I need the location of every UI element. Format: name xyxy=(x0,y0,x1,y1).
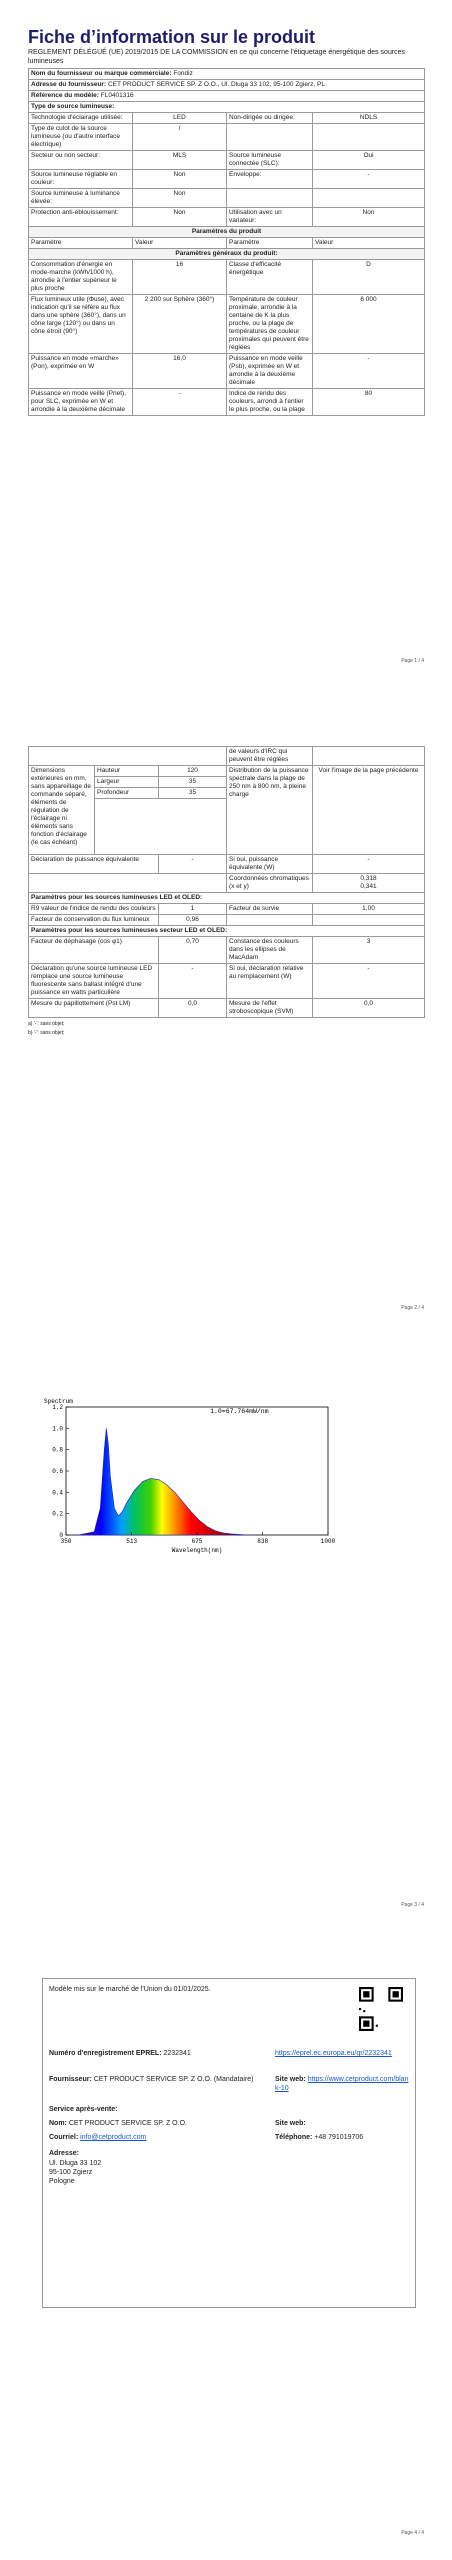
equivalent-power-value: - xyxy=(159,855,227,874)
table-cell: 0,96 xyxy=(159,915,227,926)
table-cell: 16 xyxy=(133,260,227,295)
model-reference-label: Référence du modèle: xyxy=(31,92,99,99)
dim-value: 35 xyxy=(159,788,227,799)
y-tick-label: 0.2 xyxy=(52,1510,63,1518)
footnote: a) '-': sans objet; xyxy=(28,1021,65,1027)
page-1 xyxy=(28,26,424,416)
table-cell: Technologie d'éclairage utilisée: xyxy=(29,113,133,124)
y-tick-label: 1.0 xyxy=(52,1425,63,1433)
supplier-value: CET PRODUCT SERVICE SP. Z O.O. (Mandataire) xyxy=(93,2076,254,2083)
dim-value: 35 xyxy=(159,777,227,788)
table-cell: Mesure de l'effet stroboscopique (SVM) xyxy=(227,999,313,1018)
equivalent-power-row xyxy=(29,855,425,874)
table-cell: Classe d'efficacité énergétique xyxy=(227,260,313,295)
page-title: Fiche d’information sur le produit xyxy=(28,27,316,47)
table-cell: Température de couleur proximale, arrondie à la centaine de K la plus proche, ou la plage de températures de couleur proximales qui peuvent être réglées xyxy=(227,295,313,354)
table-cell xyxy=(227,124,313,151)
general-params-title: Paramètres généraux du produit: xyxy=(29,249,425,260)
name-label: Nom: xyxy=(49,2120,67,2127)
y-tick-label: 0.8 xyxy=(52,1446,63,1454)
product-info-table xyxy=(28,68,425,416)
table-row xyxy=(29,151,425,170)
x-tick-label: 513 xyxy=(126,1538,138,1545)
params-header-cell: Paramètre xyxy=(227,238,313,249)
spectral-label: Distribution de la puissance spectrale dans la plage de 250 nm à 800 nm, à pleine charge xyxy=(227,766,313,855)
table-cell: Type de culot de la source lumineuse (ou d'autre interface électrique) xyxy=(29,124,133,151)
dimensions-label: Dimensions extérieures en mm, sans appareillage de commande séparé, éléments de régulation de l'éclairage ni éléments sans fonction d'éclairage (le cas échéant) xyxy=(29,766,95,855)
table-cell: Non xyxy=(133,170,227,189)
y-tick-label: 0.6 xyxy=(52,1468,63,1475)
source-type-grid xyxy=(29,113,425,227)
equivalent-power-label: Déclaration de puissance équivalente xyxy=(29,855,159,874)
table-cell: - xyxy=(133,389,227,416)
table-row xyxy=(29,937,425,964)
table-cell: Consommation d'énergie en mode-marche (kWh/1000 h), arrondie à l'entier supérieur le plus proche xyxy=(29,260,133,295)
regulation-text: REGLEMENT DÉLÉGUÉ (UE) 2019/2015 DE LA COMMISSION en ce qui concerne l'étiquetage énergétique des sources lumineuses xyxy=(28,49,406,65)
table-row xyxy=(29,170,425,189)
service-title: Service après-vente: xyxy=(49,2106,118,2113)
spectral-value: Voir l'image de la page précédente xyxy=(313,766,425,855)
chromaticity-value: 0,318 0,341 xyxy=(313,874,425,893)
led-params-title: Paramètres pour les sources lumineuses LED et OLED: xyxy=(29,893,425,904)
spectrum-area xyxy=(78,1428,247,1535)
supplier-name-label: Nom du fournisseur ou marque commerciale: xyxy=(31,70,172,77)
params-header-row xyxy=(29,238,425,249)
supplier-address-row xyxy=(29,80,425,91)
table-cell: Indice de rendu des couleurs, arrondi à l'entier le plus proche, ou la plage xyxy=(227,389,313,416)
address-line: 95-100 Zgierz xyxy=(49,2169,93,2176)
chart-title: 1.0=67.764mW/nm xyxy=(210,1408,269,1415)
table-cell: Non xyxy=(133,189,227,208)
table-cell: / xyxy=(133,124,227,151)
table-cell xyxy=(313,915,425,926)
dimensions-row xyxy=(29,766,425,777)
eprel-link[interactable]: https://eprel.ec.europa.eu/qr/2232341 xyxy=(275,2050,392,2057)
table-cell: LED xyxy=(133,113,227,124)
qr-code-icon[interactable] xyxy=(359,1987,403,2031)
dim-label: Profondeur xyxy=(95,788,159,799)
phone-label: Téléphone: xyxy=(275,2134,313,2141)
table-cell: 2 200 sur Sphère (360°) xyxy=(133,295,227,354)
dim-value: 120 xyxy=(159,766,227,777)
params-header-cell: Valeur xyxy=(133,238,227,249)
model-reference-value: FL0401316 xyxy=(100,92,134,99)
table-cell: Flux lumineux utile (Φuse), avec indication qu'il se réfère au flux dans une sphère (360°), dans un cône large (120°) ou dans un cône étroit (90°) xyxy=(29,295,133,354)
website-link[interactable]: https://www.cetproduct.com/blank-10 xyxy=(275,2076,409,2092)
footnote: b) '-': sans objet; xyxy=(28,1030,65,1036)
table-cell: 0,70 xyxy=(159,937,227,964)
table-cell: NDLS xyxy=(313,113,425,124)
product-info-table-continued xyxy=(28,746,425,1018)
table-cell: Facteur de déphasage (cos φ1) xyxy=(29,937,159,964)
cri-continued: de valeurs d'IRC qui peuvent être réglées xyxy=(227,747,313,766)
table-cell: 1 xyxy=(159,904,227,915)
page-footer: Page 4 / 4 xyxy=(401,2530,424,2536)
table-cell: Utilisation avec un variateur: xyxy=(227,208,313,227)
table-row xyxy=(29,354,425,389)
eprel-label: Numéro d'enregistrement EPREL: xyxy=(49,2050,162,2057)
table-cell: Mesure du papillottement (Pst LM) xyxy=(29,999,159,1018)
table-cell: Source lumineuse connectée (SLC): xyxy=(227,151,313,170)
model-reference-row xyxy=(29,91,425,102)
y-tick-label: 0.4 xyxy=(52,1489,63,1497)
supplier-address-value: CET PRODUCT SERVICE SP. Z O.O., Ul. Dluga 33 102, 95-100 Zgierz, PL xyxy=(107,81,325,88)
x-tick-label: 350 xyxy=(60,1538,72,1545)
table-cell: Source lumineuse réglable en couleur: xyxy=(29,170,133,189)
table-cell: Protection anti-éblouissement: xyxy=(29,208,133,227)
table-cell: Déclaration qu'une source lumineuse LED remplace une source lumineuse fluorescente sans ballast intégré d'une puissance en watts particulière xyxy=(29,964,159,999)
led-params-rows xyxy=(29,904,425,926)
mains-params-title: Paramètres pour les sources lumineuses secteur LED et OLED: xyxy=(29,926,425,937)
params-header-cell: Paramètre xyxy=(29,238,133,249)
x-tick-label: 838 xyxy=(257,1538,269,1545)
table-cell: Source lumineuse à luminance élevée: xyxy=(29,189,133,208)
table-cell: - xyxy=(313,964,425,999)
website-label: Site web: xyxy=(275,2076,306,2083)
market-text: Modèle mis sur le marché de l'Union du 01/01/2025. xyxy=(49,1986,211,1993)
address-line: Pologne xyxy=(49,2178,75,2185)
spectrum-chart xyxy=(42,1393,342,1558)
table-cell xyxy=(227,189,313,208)
table-cell: - xyxy=(313,354,425,389)
chromaticity-label: Coordonnées chromatiques (x et y) xyxy=(227,874,313,893)
x-tick-label: 1000 xyxy=(320,1538,336,1545)
supplier-name-row xyxy=(29,69,425,80)
table-cell: R9 valeur de l'indice de rendu des couleurs xyxy=(29,904,159,915)
table-cell: Non xyxy=(133,208,227,227)
table-cell: Constance des couleurs dans les ellipses de MacAdam xyxy=(227,937,313,964)
table-row xyxy=(29,260,425,295)
table-row xyxy=(29,964,425,999)
table-cell: Oui xyxy=(313,151,425,170)
page-4-box xyxy=(42,1978,416,2308)
table-cell: Non xyxy=(313,208,425,227)
table-cell: 80 xyxy=(313,389,425,416)
table-cell: Enveloppe: xyxy=(227,170,313,189)
table-cell: Non-dirigée ou dirigée: xyxy=(227,113,313,124)
eprel-value: 2232341 xyxy=(163,2050,191,2057)
y-tick-label: 0 xyxy=(59,1532,63,1539)
table-cell: Puissance en mode veille (Pnet), pour SLC, exprimée en W et arrondie à la deuxième décimale xyxy=(29,389,133,416)
table-cell: Si oui, déclaration relative au remplacement (W) xyxy=(227,964,313,999)
dim-label: Largeur xyxy=(95,777,159,788)
x-axis-label: Wavelength(nm) xyxy=(171,1547,223,1554)
table-cell: 0,0 xyxy=(159,999,227,1018)
table-row xyxy=(29,999,425,1018)
supplier-label: Fournisseur: xyxy=(49,2076,92,2083)
y-axis-label: Spectrum xyxy=(44,1398,73,1405)
mains-params-rows xyxy=(29,937,425,1018)
table-cell: - xyxy=(159,964,227,999)
table-cell: MLS xyxy=(133,151,227,170)
params-header-cell: Valeur xyxy=(313,238,425,249)
page-footer: Page 1 / 4 xyxy=(401,658,424,664)
email-label: Courriel: xyxy=(49,2134,79,2141)
address-line: Ul. Dluga 33 102 xyxy=(49,2160,102,2167)
service-website-label: Site web: xyxy=(275,2120,306,2127)
chromaticity-row xyxy=(29,874,425,893)
table-row xyxy=(29,113,425,124)
source-type-row xyxy=(29,102,425,113)
table-cell xyxy=(313,189,425,208)
table-cell: 3 xyxy=(313,937,425,964)
general-params-rows xyxy=(29,260,425,416)
params-title: Paramètres du produit xyxy=(29,227,425,238)
table-row xyxy=(29,189,425,208)
table-cell: 0,0 xyxy=(313,999,425,1018)
x-tick-label: 675 xyxy=(191,1538,203,1545)
table-cell: D xyxy=(313,260,425,295)
page-2 xyxy=(28,746,424,1036)
table-cell: Puissance en mode veille (Psb), exprimée en W et arrondie à la deuxième décimale xyxy=(227,354,313,389)
table-cell: - xyxy=(313,170,425,189)
address-label: Adresse: xyxy=(49,2150,79,2157)
table-cell: 16,0 xyxy=(133,354,227,389)
supplier-address-label: Adresse du fournisseur: xyxy=(31,81,107,88)
y-tick-label: 1.2 xyxy=(52,1404,63,1411)
name-value: CET PRODUCT SERVICE SP. Z O.O. xyxy=(68,2120,187,2127)
table-cell: Secteur ou non secteur: xyxy=(29,151,133,170)
supplier-name-value: Fondiz xyxy=(173,70,193,77)
source-type-label: Type de source lumineuse: xyxy=(29,102,425,113)
phone-value: +48 791019706 xyxy=(314,2134,364,2141)
equivalent-power-right-label: Si oui, puissance équivalente (W) xyxy=(227,855,313,874)
page-footer: Page 3 / 4 xyxy=(401,1902,424,1908)
table-row xyxy=(29,904,425,915)
equivalent-power-right-value: - xyxy=(313,855,425,874)
table-row xyxy=(29,124,425,151)
dim-label: Hauteur xyxy=(95,766,159,777)
table-cell: 1,00 xyxy=(313,904,425,915)
table-cell: Facteur de conservation du flux lumineux xyxy=(29,915,159,926)
table-row xyxy=(29,208,425,227)
table-cell: Puissance en mode «marche» (Pon), exprimée en W xyxy=(29,354,133,389)
table-cell xyxy=(227,915,313,926)
table-row xyxy=(29,295,425,354)
page-footer: Page 2 / 4 xyxy=(401,1305,424,1311)
table-row xyxy=(29,915,425,926)
table-row xyxy=(29,389,425,416)
table-cell: Facteur de survie xyxy=(227,904,313,915)
table-cell xyxy=(313,124,425,151)
table-cell: 6 000 xyxy=(313,295,425,354)
email-link[interactable]: info@cetproduct.com xyxy=(80,2134,147,2141)
